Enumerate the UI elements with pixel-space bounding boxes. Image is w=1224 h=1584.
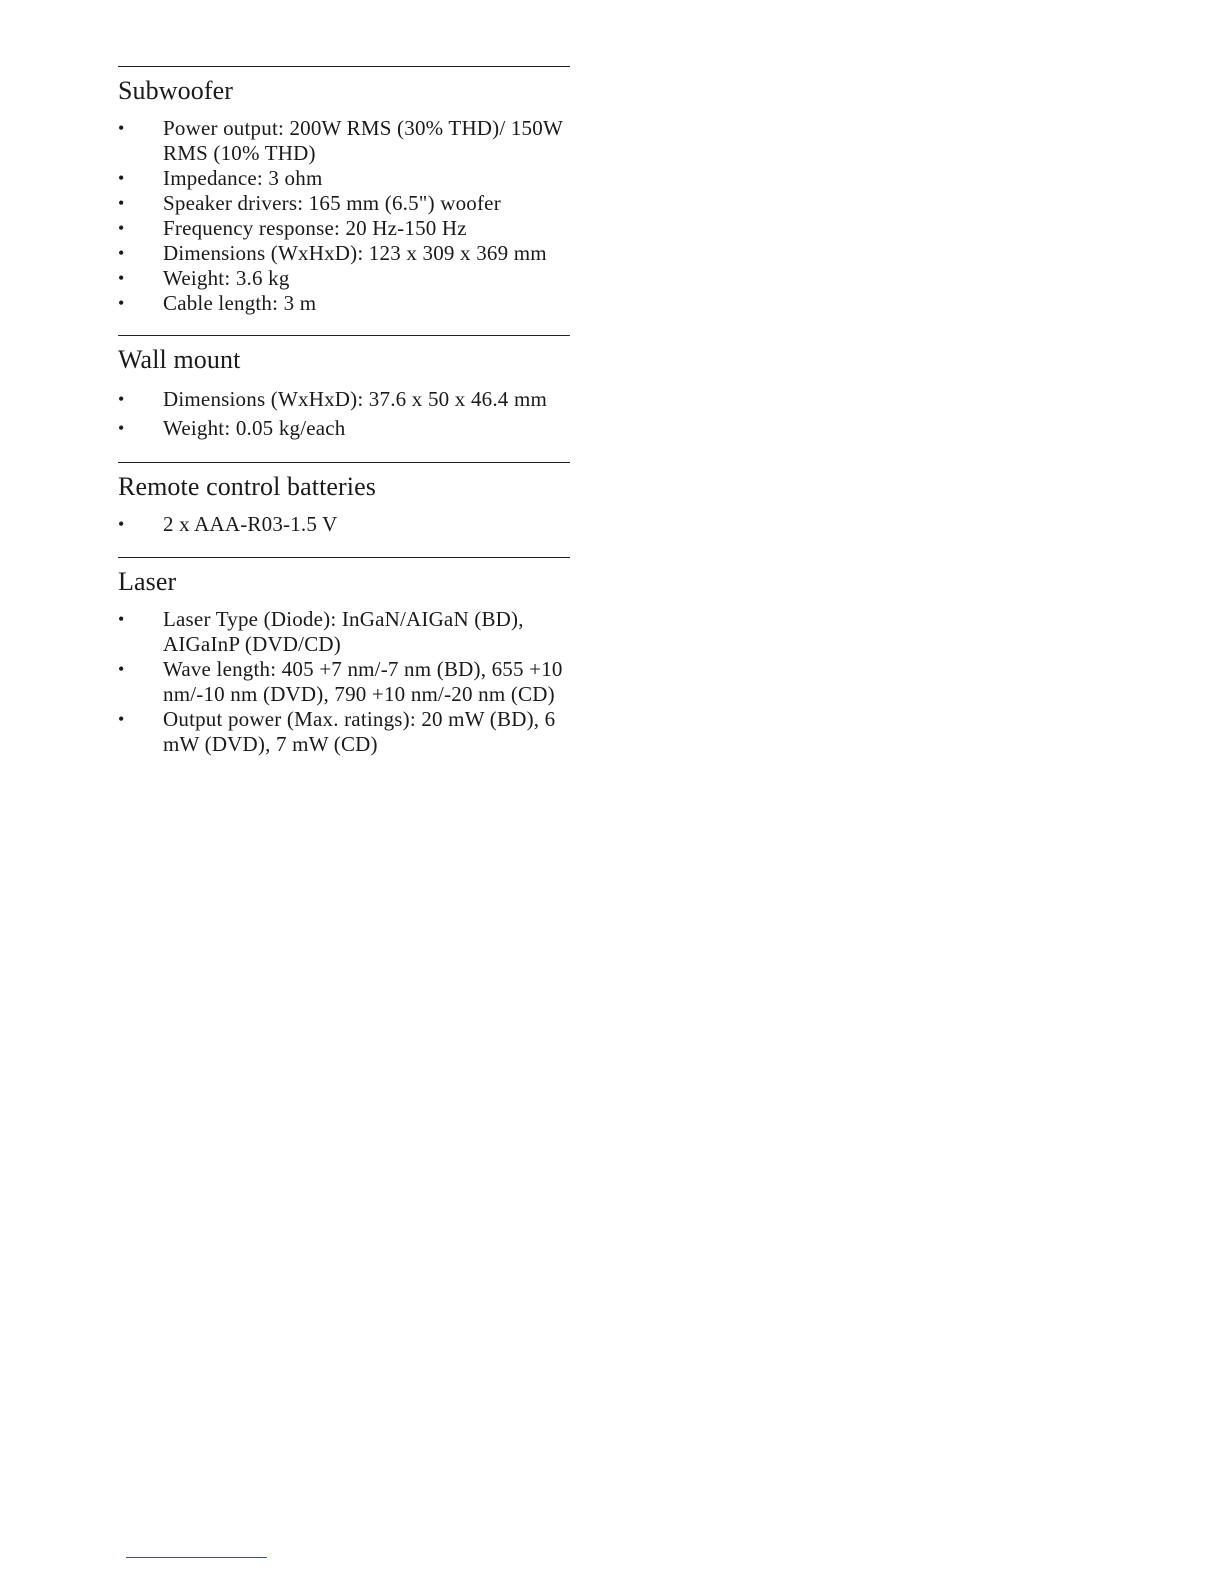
spec-item (118, 512, 588, 537)
section-laser (118, 557, 588, 757)
section-heading: Subwoofer (118, 76, 233, 105)
spec-text: Weight: 0.05 kg/each (163, 416, 346, 440)
spec-text: Frequency response: 20 Hz-150 Hz (163, 216, 467, 240)
spec-list (118, 385, 588, 443)
section-wall-mount (118, 335, 588, 443)
footnote-divider (126, 1557, 267, 1558)
section-subwoofer (118, 66, 588, 316)
bullet: • (118, 389, 125, 409)
spec-item (118, 166, 588, 191)
spec-item (118, 266, 588, 291)
bullet: • (118, 168, 125, 188)
spec-text: Output power (Max. ratings): 20 mW (BD), 6 mW (DVD), 7 mW (CD) (163, 707, 556, 756)
section-divider (118, 557, 570, 558)
section-divider (118, 462, 570, 463)
spec-text: Speaker drivers: 165 mm (6.5") woofer (163, 191, 501, 215)
bullet: • (118, 218, 125, 238)
spec-text: Dimensions (WxHxD): 123 x 309 x 369 mm (163, 241, 547, 265)
spec-text: Wave length: 405 +7 nm/-7 nm (BD), 655 +10 nm/-10 nm (DVD), 790 +10 nm/-20 nm (CD) (163, 657, 563, 706)
spec-text: 2 x AAA-R03-1.5 V (163, 512, 338, 536)
bullet: • (118, 659, 125, 679)
spec-item (118, 707, 588, 757)
bullet: • (118, 514, 125, 534)
spec-column (118, 66, 588, 757)
bullet: • (118, 709, 125, 729)
bullet: • (118, 268, 125, 288)
spec-text: Power output: 200W RMS (30% THD)/ 150W RMS (10% THD) (163, 116, 563, 165)
spec-text: Laser Type (Diode): InGaN/AIGaN (BD), AIGaInP (DVD/CD) (163, 607, 524, 656)
bullet: • (118, 243, 125, 263)
spec-list (118, 607, 588, 757)
section-divider (118, 335, 570, 336)
section-remote-control-batteries (118, 462, 588, 537)
spec-item (118, 216, 588, 241)
spec-item (118, 385, 588, 414)
section-heading: Laser (118, 567, 177, 596)
spec-item (118, 191, 588, 216)
spec-item (118, 414, 588, 443)
spec-list (118, 512, 588, 537)
section-heading: Wall mount (118, 345, 241, 374)
spec-item (118, 657, 588, 707)
spec-item (118, 291, 588, 316)
spec-list (118, 116, 588, 316)
bullet: • (118, 609, 125, 629)
spec-item (118, 241, 588, 266)
spec-text: Dimensions (WxHxD): 37.6 x 50 x 46.4 mm (163, 387, 548, 411)
section-divider (118, 66, 570, 67)
spec-text: Cable length: 3 m (163, 291, 317, 315)
bullet: • (118, 293, 125, 313)
bullet: • (118, 118, 125, 138)
section-heading: Remote control batteries (118, 472, 376, 501)
spec-item (118, 116, 588, 166)
spec-item (118, 607, 588, 657)
bullet: • (118, 193, 125, 213)
spec-text: Impedance: 3 ohm (163, 166, 323, 190)
bullet: • (118, 418, 125, 438)
spec-text: Weight: 3.6 kg (163, 266, 290, 290)
